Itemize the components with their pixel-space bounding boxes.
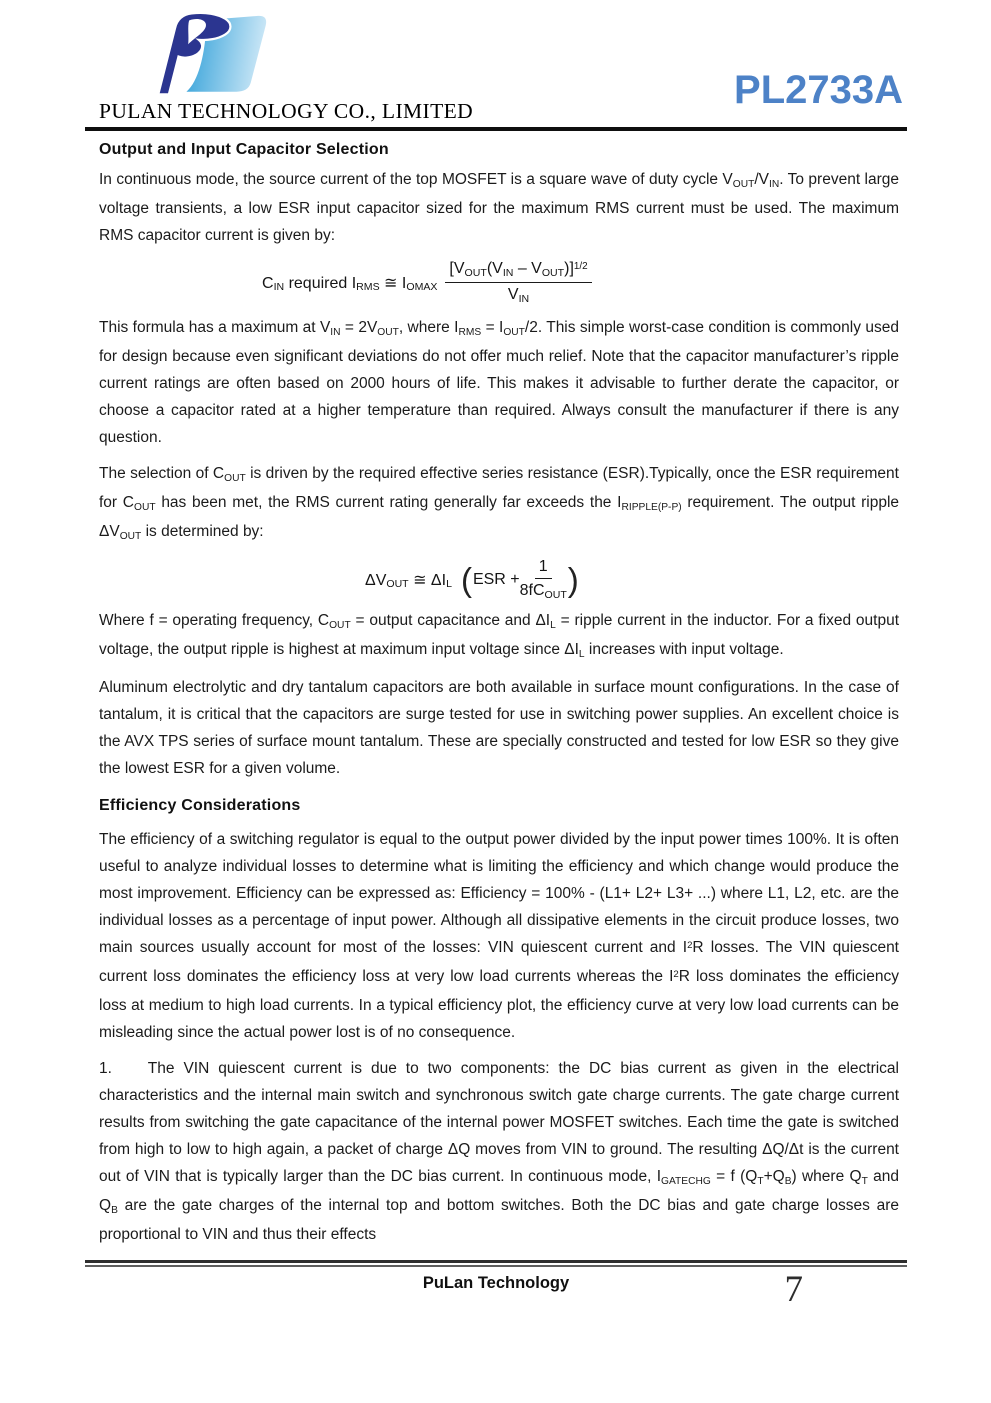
fraction [445,258,591,307]
fraction-numerator: [VOUT(VIN – VOUT)]$^{1/2}$ [445,258,591,283]
fraction-numerator: 1 [535,556,552,579]
header-rule [85,127,907,131]
paragraph-where-f: Where f = operating frequency, COUT = output capacitance and ΔIL = ripple current in the inductor. For a fixed output voltage, the output ripple is highest at maximum input voltage since ΔIL increases with input voltage. [99,612,899,660]
part-number: PL2733A [734,68,903,112]
open-paren: ( [460,560,472,598]
formula-lhs: CIN required IRMS ≅ IOMAX [262,274,438,294]
footer-rule [85,1260,907,1267]
fraction-denominator: 8fCOUT [519,582,567,601]
close-paren: ) [567,560,579,598]
paragraph-efficiency-intro: The efficiency of a switching regulator is equal to the output power divided by the input power times 100%. It is often useful to analyze individual losses to determine what is limiting the efficiency and which change would produce the most improvement. Efficiency can be expressed as: Efficiency = 100% - (L1+ L2+ L3+ ...) where L1, L2, etc. are the individual losses as a percentage of input power. Although all dissipative elements in the circuit produce losses, two main sources usually account for most of the losses: VIN quiescent current and $I^2R$ losses. The VIN quiescent current loss dominates the efficiency loss at very low load currents whereas the $I^2R$ loss dominates the efficiency loss at medium to high load currents. In a typical efficiency plot, the efficiency curve at very low load currents can be misleading since the actual power lost is of no consequence. [99,831,899,1041]
formula-delta-vout [365,556,899,603]
paragraph-cout-selection: The selection of COUT is driven by the required effective series resistance (ESR).Typically, once the ESR requirement for COUT has been met, the RMS current rating generally far exceeds the IRIPPLE(P-P) requirement. The output ripple ΔVOUT is determined by: [99,465,900,542]
page-number: 7 [784,1269,803,1310]
section-heading-efficiency: Efficiency Considerations [99,797,301,814]
formula-inner-text: ESR + [472,570,520,588]
fraction-denominator: VIN [507,286,530,305]
page-footer [85,1260,907,1310]
paragraph-capacitor-intro: In continuous mode, the source current of the top MOSFET is a square wave of duty cycle VOUT/VIN. To prevent large voltage transients, a low ESR input capacitor sized for the maximum RMS current must be used. The maximum RMS capacitor current is given by: [99,171,899,244]
page-header [99,0,903,131]
footer-company-name: PuLan Technology [422,1274,570,1292]
paragraph-formula-maximum: This formula has a maximum at VIN = 2VOUT, where IRMS = IOUT/2. This simple worst-case condition is commonly used for design because even significant deviations do not offer much relief. Note that the capacitor manufacturer’s ripple current ratings are often based on 2000 hours of life. This makes it advisable to further derate the capacitor, or choose a capacitor rated at a higher temperature than required. Always consult the manufacturer if there is any question. [99,319,899,446]
paragraph-capacitor-types: Aluminum electrolytic and dry tantalum capacitors are both available in surface mount configurations. In the case of tantalum, it is critical that the capacitors are surge tested for use in switching power supplies. An excellent choice is the AVX TPS series of surface mount tantalum. These are specially constructed and tested for low ESR so they give the lowest ESR for a given volume. [99,679,899,777]
formula-cin-required-irms [262,258,899,307]
pulan-logo-icon [153,8,285,98]
page-content [99,0,903,1257]
company-name: PULAN TECHNOLOGY CO., LIMITED [99,99,474,123]
formula-lhs: ΔVOUT ≅ ΔIL [365,571,452,591]
section-heading-capacitor-selection: Output and Input Capacitor Selection [99,141,389,158]
paragraph-vin-quiescent: 1. The VIN quiescent current is due to two components: the DC bias current as given in the electrical characteristics and the internal main switch and synchronous switch gate charge currents. The gate charge current results from switching the gate capacitance of the internal power MOSFET switches. Each time the gate is switched from high to low to high again, a packet of charge ΔQ moves from VIN to ground. The resulting ΔQ/Δt is the current out of VIN that is typically larger than the DC bias current. In continuous mode, IGATECHG = f (QT+QB) where QT and QB are the gate charges of the internal top and bottom switches. Both the DC bias and gate charge losses are proportional to VIN and thus their effects [99,1060,899,1243]
fraction [520,556,567,603]
